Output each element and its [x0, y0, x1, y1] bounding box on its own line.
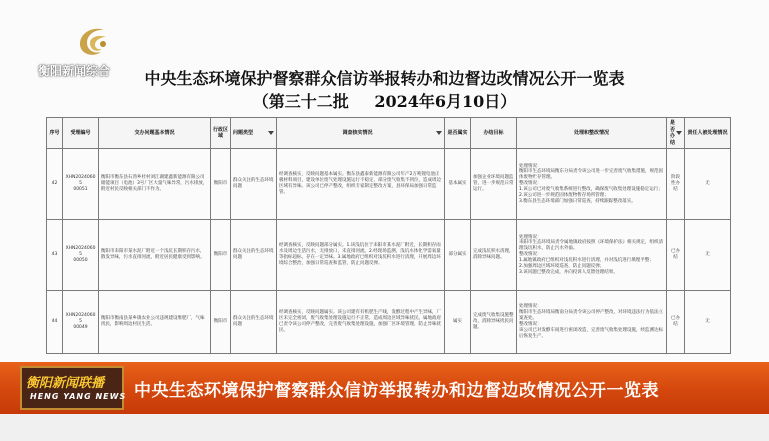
cell-is-closed: 已办结: [667, 291, 685, 354]
cell-district: 衡阳市: [211, 291, 231, 354]
cell-issue: 衡阳市耒阳市某水泥厂附近一个浅坑长期积存污水，散发异味，污水直排河流，附近居民健康受到影响。: [99, 220, 211, 291]
cell-investigation: 经调查核实，反映问题部分属实。1.该浅坑位于耒阳市某水泥厂附近，长期积存雨水及周边生活污水，无排放口，未直排河流。2.经现场监测，浅坑水体化学需氧量等指标超标，存在一定异味。3.属地政府已组织对浅坑积水进行清理，开展周边环境综合整治，加强日常巡查和监管，防止问题反弹。: [277, 220, 445, 291]
document-subtitle: [0, 89, 769, 112]
cell-is-true: 部分属实: [445, 220, 471, 291]
header-index: 序号: [47, 118, 63, 149]
cell-case-no: XHN20240605 00049: [63, 291, 99, 354]
cell-problem-type: 群众关注的生态环境问题: [231, 291, 277, 354]
cell-target: 完成浅坑积水清理，消除异味问题。: [471, 220, 517, 291]
cell-is-true: 基本属实: [445, 149, 471, 220]
header-problem-type: 问题类型: [231, 118, 277, 149]
cell-index: 43: [47, 220, 63, 291]
cell-punishment: 无: [685, 149, 731, 220]
bottom-margin: [0, 414, 769, 441]
header-handling: 处理和整改情况: [517, 118, 667, 149]
cell-issue: 衡阳市衡东县石湾乡杜村刘江湖建鑫新能源有限公司储能项目（电池）3号厂区大量气味异常，污水排放，附近村民反映相关部门不作为。: [99, 149, 211, 220]
news-program-logo: [20, 366, 127, 410]
subtitle-date: 2024年6月10日）: [374, 92, 517, 111]
news-program-logo-en: HENG YANG NEWS: [30, 392, 127, 401]
case-table: [46, 117, 731, 354]
cell-is-closed: 已办结: [667, 220, 685, 291]
header-issue: 交办问题基本情况: [99, 118, 211, 149]
header-is-closed: 是否办结: [667, 118, 685, 149]
cell-district: 衡阳市: [211, 149, 231, 220]
table-row: [47, 291, 731, 354]
filter-dropdown-icon: [676, 131, 682, 135]
header-is-true: 是否属实: [445, 118, 471, 149]
cell-target: 完成废气收集设施整改，消除异味扰民问题。: [471, 291, 517, 354]
cell-punishment: 无: [685, 220, 731, 291]
cell-issue: 衡阳市衡南县某乡镇农业公司违规建设堆肥厂，气味扰民，影响周边村民生活。: [99, 291, 211, 354]
header-case-no: 受理编号: [63, 118, 99, 149]
cell-handling: 处理情况： 耒阳市生态环境局责令属地镇政府按照《环境保护法》相关规定，组织清理浅坑积水，防止污水外溢。 整改情况： 1.属地镇政府已组织对浅坑积水进行清理，并对浅坑进行填埋平整； 2.加强周边区域环境巡查，防止问题反弹； 3.该问题已整改完成，并向投诉人反馈处理结果。: [517, 220, 667, 291]
cell-index: 44: [47, 291, 63, 354]
cell-problem-type: 群众关注的生态环境问题: [231, 149, 277, 220]
cell-handling: 处理情况： 衡阳市生态环境局衡南分局责令该公司停产整改，对环境违法行为依法立案查处。 整改情况： 该公司已对发酵车间进行密闭改造，完善废气收集处理设施，经监测达标后恢复生产。: [517, 291, 667, 354]
table-row: [47, 220, 731, 291]
filter-dropdown-icon: [268, 131, 274, 135]
cell-handling: 处理情况： 衡阳市生态环境局衡东分局责令该公司进一步完善废气收集措施，规范固体废物贮存管理。 整改情况： 1.该公司已对废气收集系统进行整改，确保废气收集处理设施稳定运行； 2.该公司进一步规范固体废物暂存场所管理； 3.衡东县生态环境部门加强日常巡查，持续跟踪整改落实。: [517, 149, 667, 220]
news-program-logo-cn: 衡阳新闻联播: [26, 376, 105, 391]
document-title: 中央生态环境保护督察群众信访举报转办和边督边改情况公开一览表: [144, 69, 625, 88]
cell-index: 42: [47, 149, 63, 220]
subtitle-batch: （第三十二批: [252, 92, 349, 111]
header-target: 办结目标: [471, 118, 517, 149]
table-row: [47, 149, 731, 220]
channel-logo-text: 衡阳新闻综合: [38, 64, 111, 78]
cell-punishment: 无: [685, 291, 731, 354]
cell-problem-type: 群众关注的生态环境问题: [231, 220, 277, 291]
cell-investigation: 经调查核实，反映问题基本属实。衡东县鑫泰新能源有限公司年产2万吨锂电池正极材料项目，建设单位废气处理设施运行不稳定，部分废气收集不到位，造成周边区域有异味。该公司已停产整改，组织专家制定整改方案，县环保局加强日常监管。: [277, 149, 445, 220]
header-punishment: 责任人被处理情况: [685, 118, 731, 149]
cell-is-closed: 阶段性办结: [667, 149, 685, 220]
lower-third-title: 中央生态环境保护督察群众信访举报转办和边督边改情况公开一览表: [134, 381, 659, 401]
cell-case-no: XHN20240605 00051: [63, 149, 99, 220]
header-investigation: 调查核实情况: [277, 118, 445, 149]
header-district: 行政区域: [211, 118, 231, 149]
cell-target: 加强企业环境问题监管，进一步规范日常运行。: [471, 149, 517, 220]
cell-case-no: XHN20240605 00050: [63, 220, 99, 291]
cell-is-true: 属实: [445, 291, 471, 354]
cell-district: 衡阳市: [211, 220, 231, 291]
cell-investigation: 经调查核实，反映问题属实。该公司建有有机肥生产线，发酵过程中产生异味，厂区未完全密闭，废气收集处理设施运行不正常，造成周边区域异味扰民。属地政府已责令该公司停产整改，完善废气收集处理设施，加强厂区环境管理，防止异味扰民。: [277, 291, 445, 354]
filter-dropdown-icon: [436, 131, 442, 135]
swirl-logo-icon: [74, 24, 114, 60]
table-header-row: [47, 118, 731, 149]
